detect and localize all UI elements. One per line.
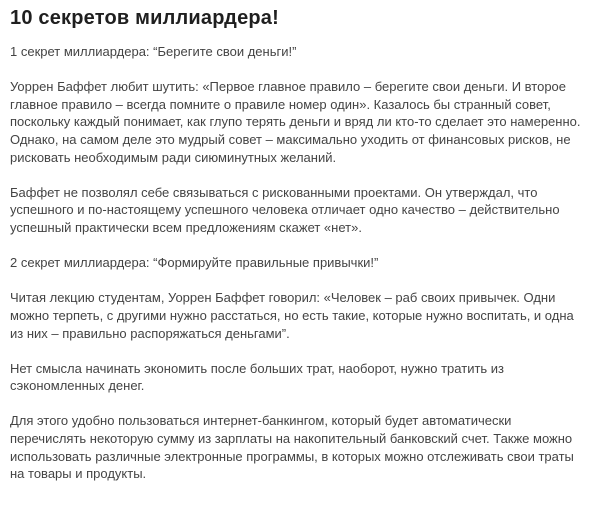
spacer xyxy=(10,395,590,413)
paragraph-4: Нет смысла начинать экономить после больших трат, наоборот, нужно тратить из сэкономленных денег. xyxy=(10,360,505,394)
article-title: 10 секретов миллиардера! xyxy=(10,7,279,29)
spacer xyxy=(10,166,590,184)
spacer xyxy=(10,30,590,43)
spacer xyxy=(10,342,590,360)
paragraph-5: Для этого удобно пользоваться интернет-банкингом, который будет автоматически перечислять некоторую сумму из зарплаты на накопительный банковский счет. Также можно использовать различные электронные программы, в которых можно отслеживать свои траты на товары и продукты. xyxy=(10,413,574,482)
paragraph-3: Читая лекцию студентам, Уоррен Баффет говорил: «Человек – раб своих привычек. Одни можно терпеть, с другими нужно расстаться, но есть такие, которые нужно воспитать, и одна из них – правильно распоряжаться деньгами”. xyxy=(10,290,574,341)
secret-1-heading: 1 секрет миллиардера: “Берегите свои деньги!” xyxy=(10,44,297,59)
spacer xyxy=(10,61,590,79)
spacer xyxy=(10,272,590,290)
spacer xyxy=(10,237,590,255)
paragraph-2: Баффет не позволял себе связываться с рискованными проектами. Он утверждал, что успешного и по-настоящему успешного человека отличает одно качество – действительно успешный практически всем предложениям скажет «нет». xyxy=(10,184,560,235)
paragraph-1: Уоррен Баффет любит шутить: «Первое главное правило – берегите свои деньги. И второе главное правило – всегда помните о правиле номер один». Казалось бы странный совет, поскольку каждый понимает, как глупо терять деньги и вряд ли кто-то сделает это намеренно. Однако, на самом деле это мудрый совет – максимально уходить от финансовых рисков, не рисковать необходимым ради сиюминутных желаний. xyxy=(10,79,581,165)
secret-2-heading: 2 секрет миллиардера: “Формируйте правильные привычки!” xyxy=(10,255,379,271)
